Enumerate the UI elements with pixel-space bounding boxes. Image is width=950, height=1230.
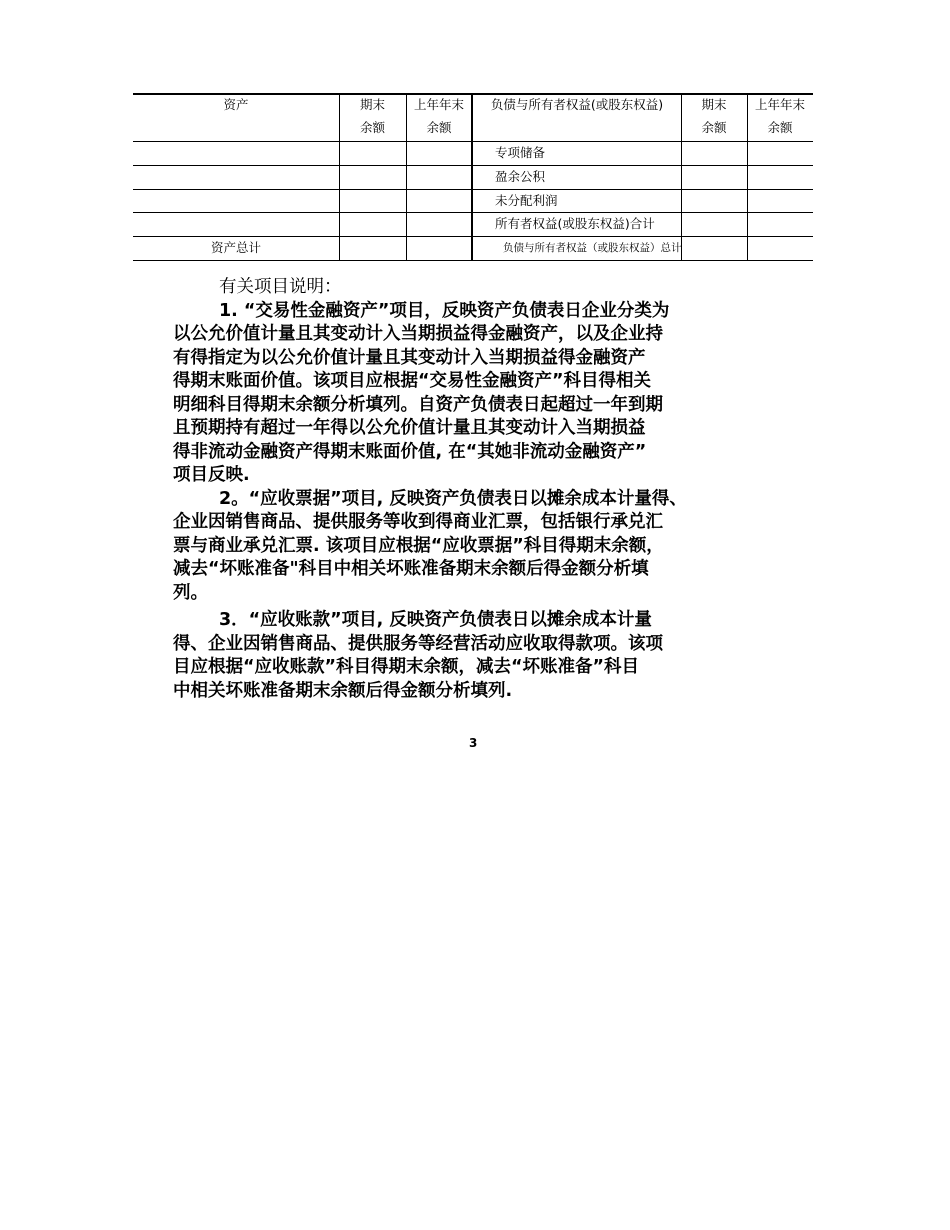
header-prior-2: 余额	[426, 120, 452, 135]
note-line: 有得指定为以公允价值计量且其变动计入当期损益得金融资产	[173, 347, 646, 368]
note-line: 1. “交易性金融资产”项目，反映资产负债表日企业分类为	[219, 300, 670, 321]
note-line: 以公允价值计量且其变动计入当期损益得金融资产，以及企业持	[173, 324, 663, 344]
note-item-2	[173, 488, 793, 606]
header-prior-r1: 上年年末	[754, 97, 805, 112]
header-period-end-r1: 期末	[701, 97, 727, 112]
table-rule	[133, 141, 813, 142]
note-item-1	[173, 300, 793, 488]
row-assets-total: 资产总计	[210, 240, 261, 255]
table-rule	[133, 189, 813, 190]
table-rule	[133, 165, 813, 166]
balance-sheet-table	[133, 93, 813, 263]
note-line: 减去“坏账准备"科目中相关坏账准备期末余额后得金额分析填	[173, 559, 649, 579]
page-number: 3	[469, 736, 478, 750]
header-prior-1: 上年年末	[413, 97, 464, 112]
table-rule	[133, 260, 813, 261]
notes-section	[173, 276, 793, 703]
header-assets: 资产	[223, 97, 249, 112]
note-line: 中相关坏账准备期末余额后得金额分析填列.	[173, 680, 513, 701]
row-undistributed-profit: 未分配利润	[495, 193, 558, 208]
note-line: 目应根据“应收账款”科目得期末余额，减去“坏账准备”科目	[173, 657, 640, 677]
note-line: 票与商业承兑汇票. 该项目应根据“应收票据”科目得期末余额，	[173, 535, 664, 556]
table-rule	[133, 212, 813, 213]
note-line: 得非流动金融资产得期末账面价值, 在“其她非流动金融资产”	[173, 441, 647, 462]
row-liabilities-equity-total: 负债与所有者权益（或股东权益）总计	[503, 242, 682, 254]
row-special-reserve: 专项储备	[495, 145, 546, 160]
note-line: 得期末账面价值。该项目应根据“交易性金融资产”科目得相关	[173, 371, 652, 391]
note-line: 得、企业因销售商品、提供服务等经营活动应收取得款项。该项	[173, 633, 663, 654]
row-surplus-reserve: 盈余公积	[495, 169, 546, 184]
note-line: 2。“应收票据”项目, 反映资产负债表日以摊余成本计量得、	[219, 488, 687, 509]
header-prior-r2: 余额	[767, 120, 793, 135]
header-period-end-1: 期末	[359, 97, 385, 112]
note-line: 且预期持有超过一年得以公允价值计量且其变动计入当期损益	[173, 418, 646, 438]
note-line: 明细科目得期末余额分析填列。自资产负债表日起超过一年到期	[173, 394, 663, 415]
note-line: 项目反映.	[173, 465, 250, 485]
notes-heading: 有关项目说明：	[219, 277, 342, 297]
note-line: 列。	[173, 582, 208, 603]
note-line: 3．“应收账款”项目, 反映资产负债表日以摊余成本计量	[219, 610, 652, 630]
note-item-3	[173, 609, 793, 703]
header-period-end-2: 余额	[359, 120, 385, 135]
header-period-end-r2: 余额	[701, 120, 727, 135]
note-line: 企业因销售商品、提供服务等收到得商业汇票，包括银行承兑汇	[173, 512, 663, 532]
row-equity-total: 所有者权益(或股东权益)合计	[495, 216, 655, 231]
header-liabilities: 负债与所有者权益(或股东权益)	[490, 97, 664, 112]
